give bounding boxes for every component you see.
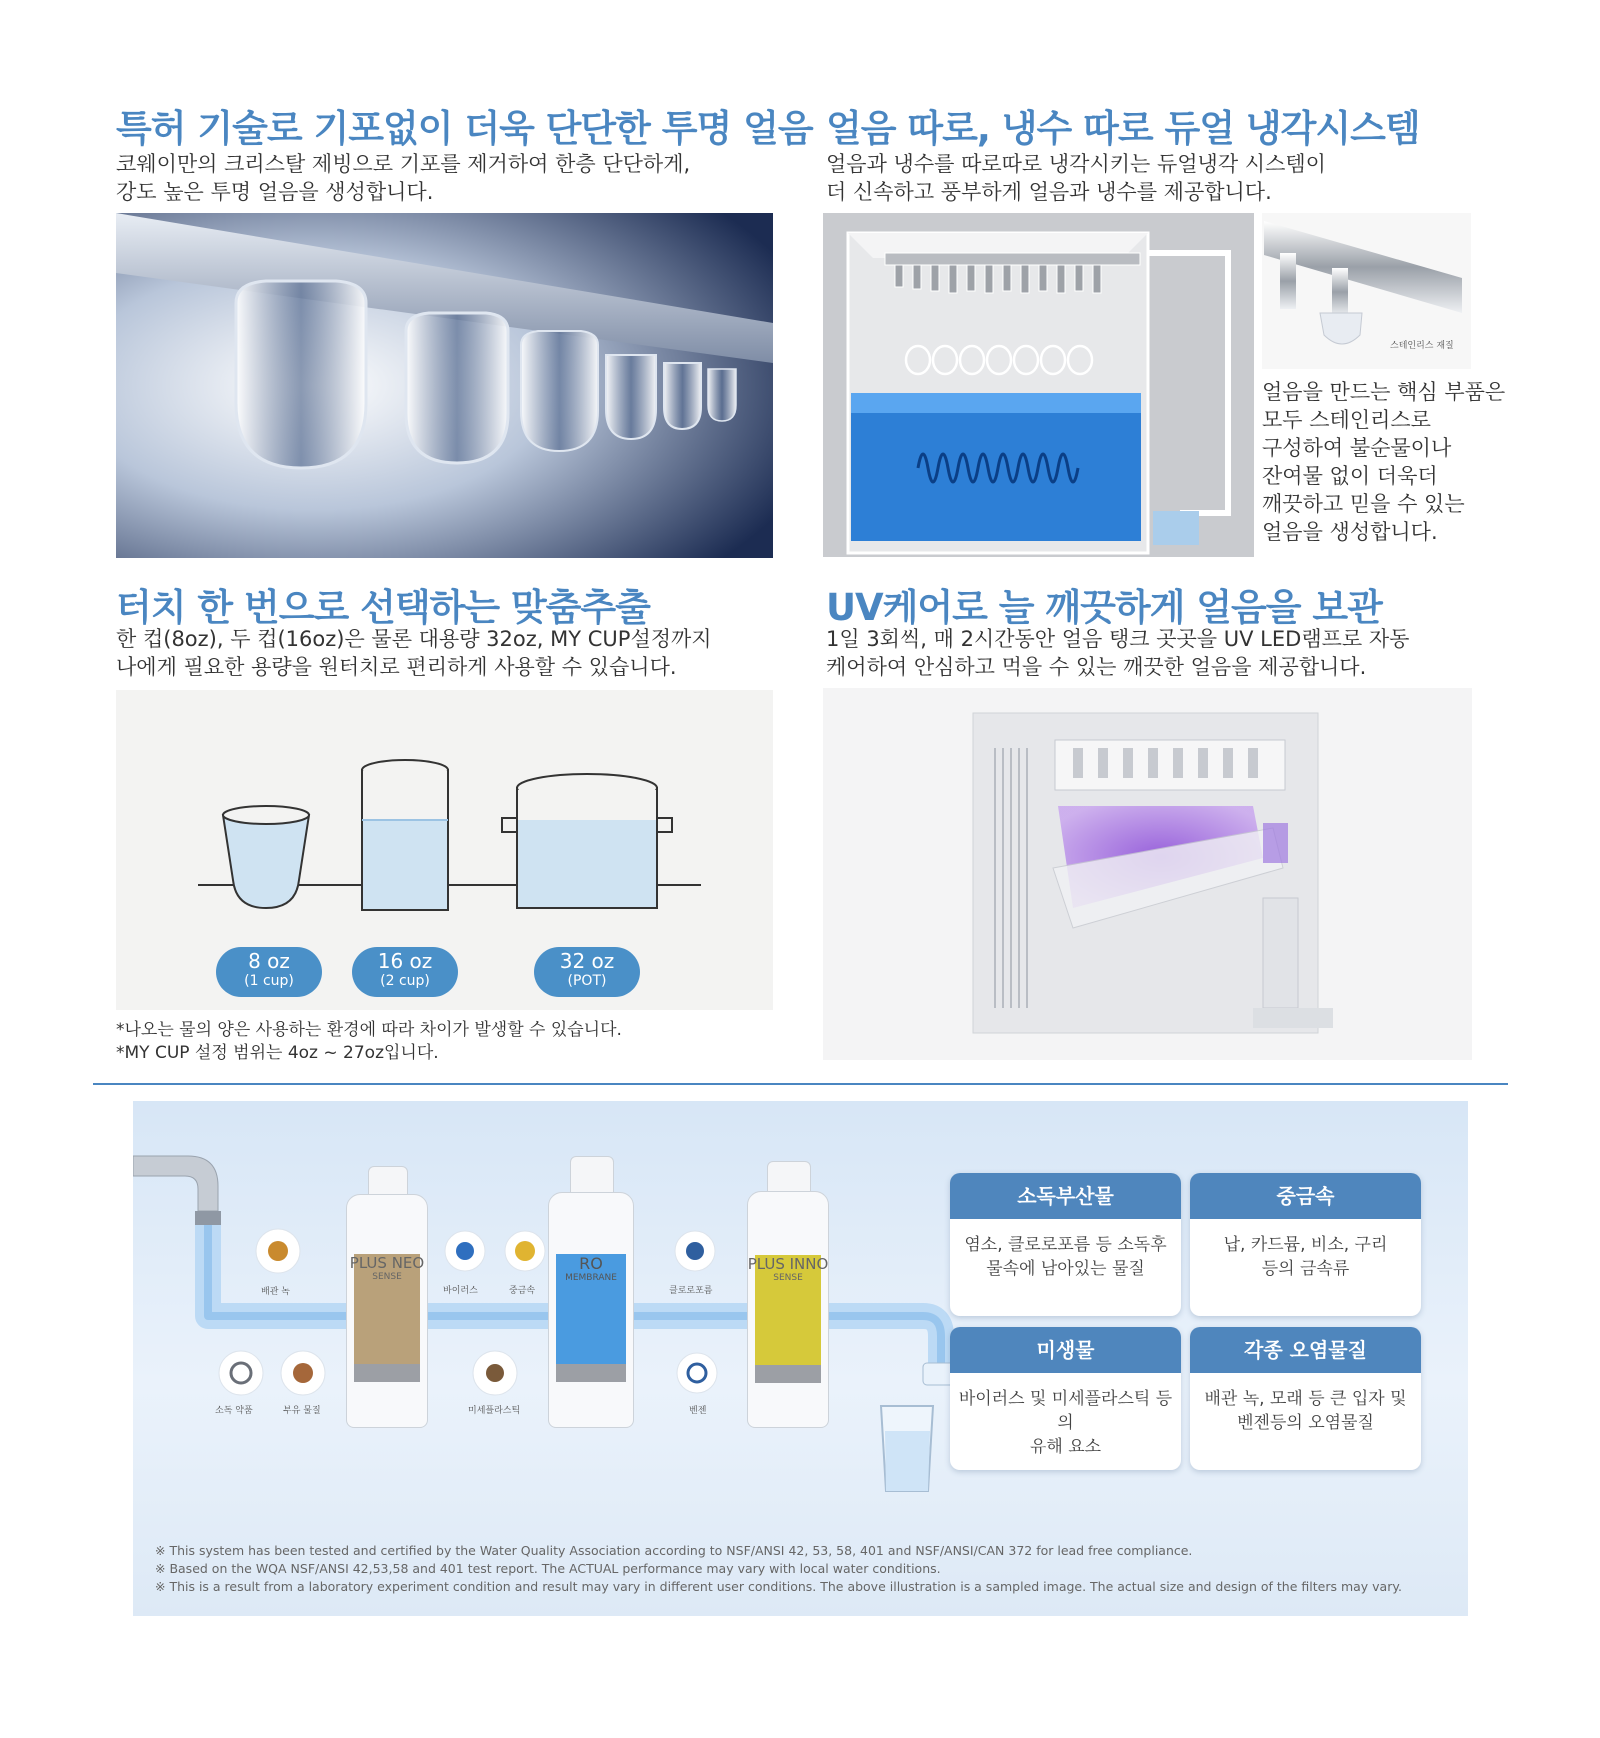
- cartridge-sub: SENSE: [372, 1272, 402, 1282]
- card-body: 염소, 클로로포름 등 소독후 물속에 남아있는 물질: [964, 1235, 1167, 1279]
- card-body: 바이러스 및 미세플라스틱 등의 유해 요소: [958, 1389, 1173, 1457]
- side-line: 구성하여 불순물이나: [1262, 436, 1452, 460]
- filter-cartridge-plus-neo: [346, 1166, 428, 1438]
- size-sub: (POT): [567, 973, 607, 989]
- cartridge-name: PLUS INNO: [747, 1255, 829, 1273]
- contaminant-label: 미세플라스틱: [468, 1406, 521, 1416]
- footnote: ※ This system has been tested and certified by the Water Quality Association according to NSF/ANSI 42, 53, 58, 401 and NSF/ANSI/CAN 372 for lead free compliance.: [155, 1543, 1193, 1558]
- section-title-touch: 터치 한 번으로 선택하는 맞춤추출: [116, 586, 650, 629]
- dual-desc-line2: 더 신속하고 풍부하게 얼음과 냉수를 제공합니다.: [826, 180, 1272, 204]
- stainless-part-inset: [1262, 213, 1471, 369]
- touch-desc-line2: 나에게 필요한 용량을 원터치로 편리하게 사용할 수 있습니다.: [116, 655, 677, 679]
- inset-label: 스테인리스 재질: [1390, 341, 1454, 351]
- contaminant-label: 클로로포름: [669, 1286, 713, 1296]
- contaminant-label: 바이러스: [443, 1286, 478, 1296]
- card-title: 소독부산물: [950, 1173, 1181, 1219]
- filter-cartridge-plus-inno: [747, 1161, 829, 1438]
- contaminant-label: 중금속: [509, 1286, 536, 1296]
- contaminant-label: 배관 녹: [261, 1287, 290, 1297]
- pot-32oz: [502, 774, 672, 908]
- size-main: 32 oz: [559, 949, 615, 973]
- size-pill-16oz: [352, 947, 458, 997]
- side-line: 얼음을 생성합니다.: [1262, 520, 1438, 544]
- cup-16oz: [362, 760, 448, 910]
- card-body: 납, 카드뮴, 비소, 구리 등의 금속류: [1223, 1235, 1388, 1279]
- dual-side-text: [1262, 378, 1505, 546]
- footnote: ※ Based on the WQA NSF/ANSI 42,53,58 and 401 test report. The ACTUAL performance may vary with local water conditions.: [155, 1561, 941, 1576]
- card-body: 배관 녹, 모래 등 큰 입자 및 벤젠등의 오염물질: [1204, 1389, 1407, 1433]
- side-line: 깨끗하고 믿을 수 있는: [1262, 492, 1465, 516]
- section-title-crystal-ice: 특허 기술로 기포없이 더욱 단단한 투명 얼음: [116, 107, 813, 150]
- cartridge-name: RO: [579, 1254, 603, 1273]
- touch-note-2: *MY CUP 설정 범위는 4oz ~ 27oz입니다.: [116, 1043, 439, 1063]
- card-title: 미생물: [950, 1327, 1181, 1373]
- uv-care-illustration: [823, 688, 1472, 1060]
- size-pill-32oz: [534, 947, 640, 997]
- touch-note-1: *나오는 물의 양은 사용하는 환경에 따라 차이가 발생할 수 있습니다.: [116, 1020, 622, 1040]
- info-card-disinfection-byproducts: [950, 1173, 1181, 1316]
- crystal-desc-line1: 코웨이만의 크리스탈 제빙으로 기포를 제거하여 한층 단단하게,: [116, 152, 691, 176]
- side-line: 모두 스테인리스로: [1262, 408, 1431, 432]
- cup-8oz: [223, 806, 309, 908]
- uv-desc-line2: 케어하여 안심하고 먹을 수 있는 깨끗한 얼음을 제공합니다.: [826, 655, 1367, 679]
- info-card-microorganisms: [950, 1327, 1181, 1470]
- section-divider: [93, 1083, 1508, 1085]
- contaminant-label: 부유 물질: [283, 1406, 321, 1416]
- info-card-contaminants: [1190, 1327, 1421, 1470]
- contaminant-label: 벤젠: [689, 1406, 707, 1416]
- cartridge-name: PLUS NEO: [349, 1254, 425, 1272]
- filter-cartridge-ro-membrane: [548, 1156, 634, 1438]
- side-line: 잔여물 없이 더욱더: [1262, 464, 1438, 488]
- dual-desc-line1: 얼음과 냉수를 따로따로 냉각시키는 듀얼냉각 시스템이: [826, 152, 1326, 176]
- footnote: ※ This is a result from a laboratory experiment condition and result may vary in different user conditions. The above illustration is a sampled image. The actual size and design of the filters may vary.: [155, 1579, 1402, 1594]
- uv-desc-line1: 1일 3회씩, 매 2시간동안 얼음 탱크 곳곳을 UV LED램프로 자동: [826, 627, 1410, 651]
- cartridge-sub: SENSE: [773, 1273, 803, 1283]
- crystal-ice-photo: [116, 213, 773, 558]
- crystal-desc-line2: 강도 높은 투명 얼음을 생성합니다.: [116, 180, 434, 204]
- filter-system-panel: [133, 1101, 1468, 1616]
- section-title-dual-cooling: 얼음 따로, 냉수 따로 듀얼 냉각시스템: [826, 107, 1420, 150]
- info-card-heavy-metals: [1190, 1173, 1421, 1316]
- touch-desc-line1: 한 컵(8oz), 두 컵(16oz)은 물론 대용량 32oz, MY CUP설정까지: [116, 627, 712, 651]
- dual-cooling-diagram: [823, 213, 1254, 557]
- size-main: 8 oz: [248, 949, 290, 973]
- size-pill-8oz: [216, 947, 322, 997]
- size-sub: (1 cup): [244, 973, 294, 989]
- card-title: 중금속: [1190, 1173, 1421, 1219]
- side-line: 얼음을 만드는 핵심 부품은: [1262, 380, 1506, 404]
- cartridge-sub: MEMBRANE: [565, 1273, 617, 1283]
- contaminant-label: 소독 약품: [215, 1406, 253, 1416]
- card-title: 각종 오염물질: [1190, 1327, 1421, 1373]
- size-main: 16 oz: [377, 949, 433, 973]
- section-title-uv-care: UV케어로 늘 깨끗하게 얼음을 보관: [826, 586, 1382, 629]
- cup-size-illustration: [116, 690, 773, 1010]
- size-sub: (2 cup): [380, 973, 430, 989]
